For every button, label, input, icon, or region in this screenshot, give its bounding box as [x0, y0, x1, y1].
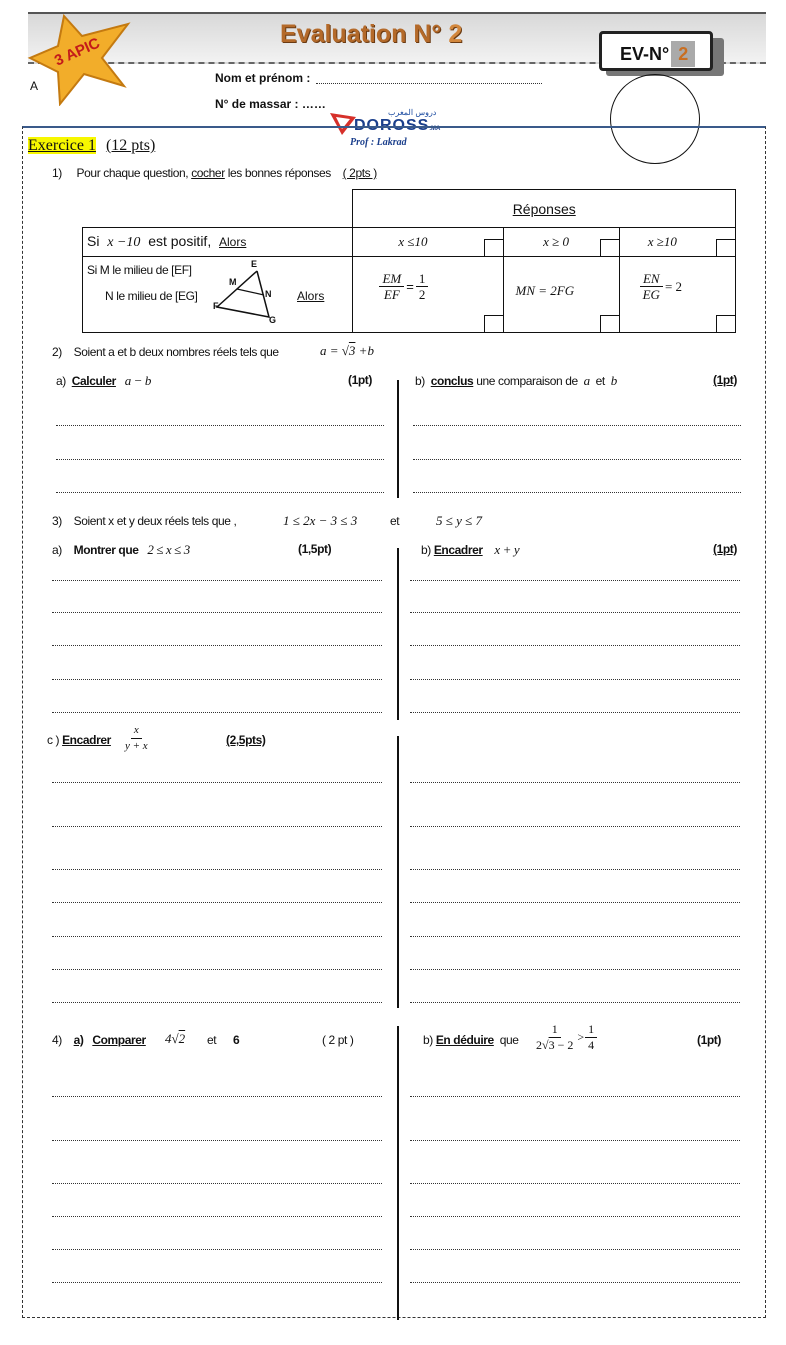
answer-line[interactable] [410, 826, 740, 827]
answer-line[interactable] [410, 1249, 740, 1250]
answer-line[interactable] [410, 645, 740, 646]
row2-answer-3[interactable]: $\frac{EN}{EG}$ = 2 [619, 257, 735, 333]
answer-line[interactable] [52, 580, 382, 581]
q2-statement: 2) Soient a et b deux nombres réels tels que [52, 345, 279, 359]
q2-divider [397, 380, 399, 498]
answer-line[interactable] [52, 712, 382, 713]
answer-line[interactable] [52, 1096, 382, 1097]
q3c-divider [397, 736, 399, 1008]
ev-box: EV-N° 2 [599, 31, 713, 71]
q4a-prompt: 4) a) Comparer [52, 1033, 146, 1047]
answer-line[interactable] [52, 1282, 382, 1283]
q2b-points: (1pt) [713, 373, 737, 387]
answer-line[interactable] [52, 902, 382, 903]
answer-line[interactable] [52, 782, 382, 783]
row2-answer-1[interactable]: $\frac{EM}{EF}$ = $\frac{1}{2}$ [353, 257, 503, 333]
answer-line[interactable] [52, 1183, 382, 1184]
q3a-prompt: a) Montrer que 2 ≤ x ≤ 3 [52, 542, 190, 557]
answer-line[interactable] [410, 782, 740, 783]
answer-line[interactable] [52, 679, 382, 680]
checkbox[interactable] [484, 239, 503, 256]
table-header-reponses: Réponses [353, 190, 736, 228]
row1-answer-3[interactable]: x ≥10 [619, 228, 735, 257]
q4a-et: et [207, 1033, 217, 1047]
class-badge-label: 3 APIC [52, 34, 103, 70]
answer-line[interactable] [52, 612, 382, 613]
answer-line[interactable] [56, 425, 384, 426]
row1-condition: Si x −10 est positif, Alors [83, 228, 353, 257]
name-field-label: Nom et prénom : [215, 71, 311, 85]
checkbox[interactable] [600, 239, 619, 256]
answer-line[interactable] [56, 492, 384, 493]
q1-statement: 1) Pour chaque question, cocher les bonnes réponses ( 2pts ) [52, 166, 377, 180]
answer-line[interactable] [410, 869, 740, 870]
q3-inequality-1: 1 ≤ 2x − 3 ≤ 3 [283, 513, 358, 528]
name-field-line[interactable] [316, 83, 542, 84]
q4b-prompt: b) En déduire que [423, 1033, 519, 1047]
answer-line[interactable] [52, 869, 382, 870]
answer-line[interactable] [410, 1096, 740, 1097]
answer-line[interactable] [410, 1140, 740, 1141]
q4-divider [397, 1026, 399, 1320]
q3-statement: 3) Soient x et y deux réels tels que , [52, 514, 237, 528]
answer-line[interactable] [52, 826, 382, 827]
q2-formula: a = √3 +b [320, 343, 374, 358]
answer-line[interactable] [52, 1002, 382, 1003]
q1-answer-table [82, 189, 736, 333]
answer-line[interactable] [52, 969, 382, 970]
answer-line[interactable] [413, 425, 741, 426]
q3c-points: (2,5pts) [226, 733, 266, 747]
q4b-expression: $\frac{1}{2√3 - 2}$ > $\frac{1}{4}$ [533, 1022, 597, 1053]
exercise-title: Exercice 1 (12 pts) [28, 137, 156, 154]
q3-et: et [390, 514, 400, 528]
logo-text: DOROSS.MA [354, 117, 441, 134]
checkbox[interactable] [600, 315, 619, 332]
q4a-expression: 4√2 [165, 1031, 186, 1046]
answer-line[interactable] [413, 459, 741, 460]
q2b-prompt: b) conclus une comparaison de a et b [415, 373, 617, 388]
answer-line[interactable] [52, 1249, 382, 1250]
row1-answer-2[interactable]: x ≥ 0 [503, 228, 619, 257]
q3ab-divider [397, 548, 399, 720]
checkbox[interactable] [716, 315, 735, 332]
answer-line[interactable] [52, 1140, 382, 1141]
answer-line[interactable] [410, 580, 740, 581]
answer-line[interactable] [410, 936, 740, 937]
row2-answer-2[interactable]: MN = 2FG [503, 257, 619, 333]
answer-line[interactable] [410, 712, 740, 713]
q3a-points: (1,5pt) [298, 542, 332, 556]
row1-answer-1[interactable]: x ≤10 [353, 228, 503, 257]
answer-line[interactable] [410, 969, 740, 970]
q4a-value: 6 [233, 1033, 240, 1047]
q3b-points: (1pt) [713, 542, 737, 556]
checkbox[interactable] [484, 315, 503, 332]
logo-arabic: دروس المغرب [388, 108, 437, 117]
answer-line[interactable] [56, 459, 384, 460]
q4b-points: (1pt) [697, 1033, 721, 1047]
answer-line[interactable] [52, 1216, 382, 1217]
massar-field-label: N° de massar : …… [215, 97, 326, 111]
answer-line[interactable] [52, 645, 382, 646]
logo-author: Prof : Lakrad [350, 137, 407, 148]
q4a-points: ( 2 pt ) [322, 1033, 354, 1047]
q3b-prompt: b) Encadrer x + y [421, 542, 520, 557]
answer-line[interactable] [413, 492, 741, 493]
q3-inequality-2: 5 ≤ y ≤ 7 [436, 513, 483, 528]
answer-line[interactable] [410, 1183, 740, 1184]
q3c-prompt: c ) Encadrer [47, 733, 111, 747]
page-title: Evaluation N° 2 [280, 20, 463, 48]
checkbox[interactable] [716, 239, 735, 256]
side-letter: A [30, 79, 39, 93]
ev-number: 2 [671, 41, 695, 67]
answer-line[interactable] [410, 1282, 740, 1283]
answer-line[interactable] [410, 902, 740, 903]
answer-line[interactable] [410, 679, 740, 680]
row2-condition: Si M le milieu de [EF] N le milieu de [EG] E M N F G Alors [83, 257, 353, 333]
answer-line[interactable] [410, 1216, 740, 1217]
q3c-fraction: $\frac{x}{y + x}$ [125, 724, 148, 752]
answer-line[interactable] [52, 936, 382, 937]
q2a-points: (1pt) [348, 373, 372, 387]
answer-line[interactable] [410, 612, 740, 613]
answer-line[interactable] [410, 1002, 740, 1003]
q2a-prompt: a) Calculer a − b [56, 373, 151, 388]
